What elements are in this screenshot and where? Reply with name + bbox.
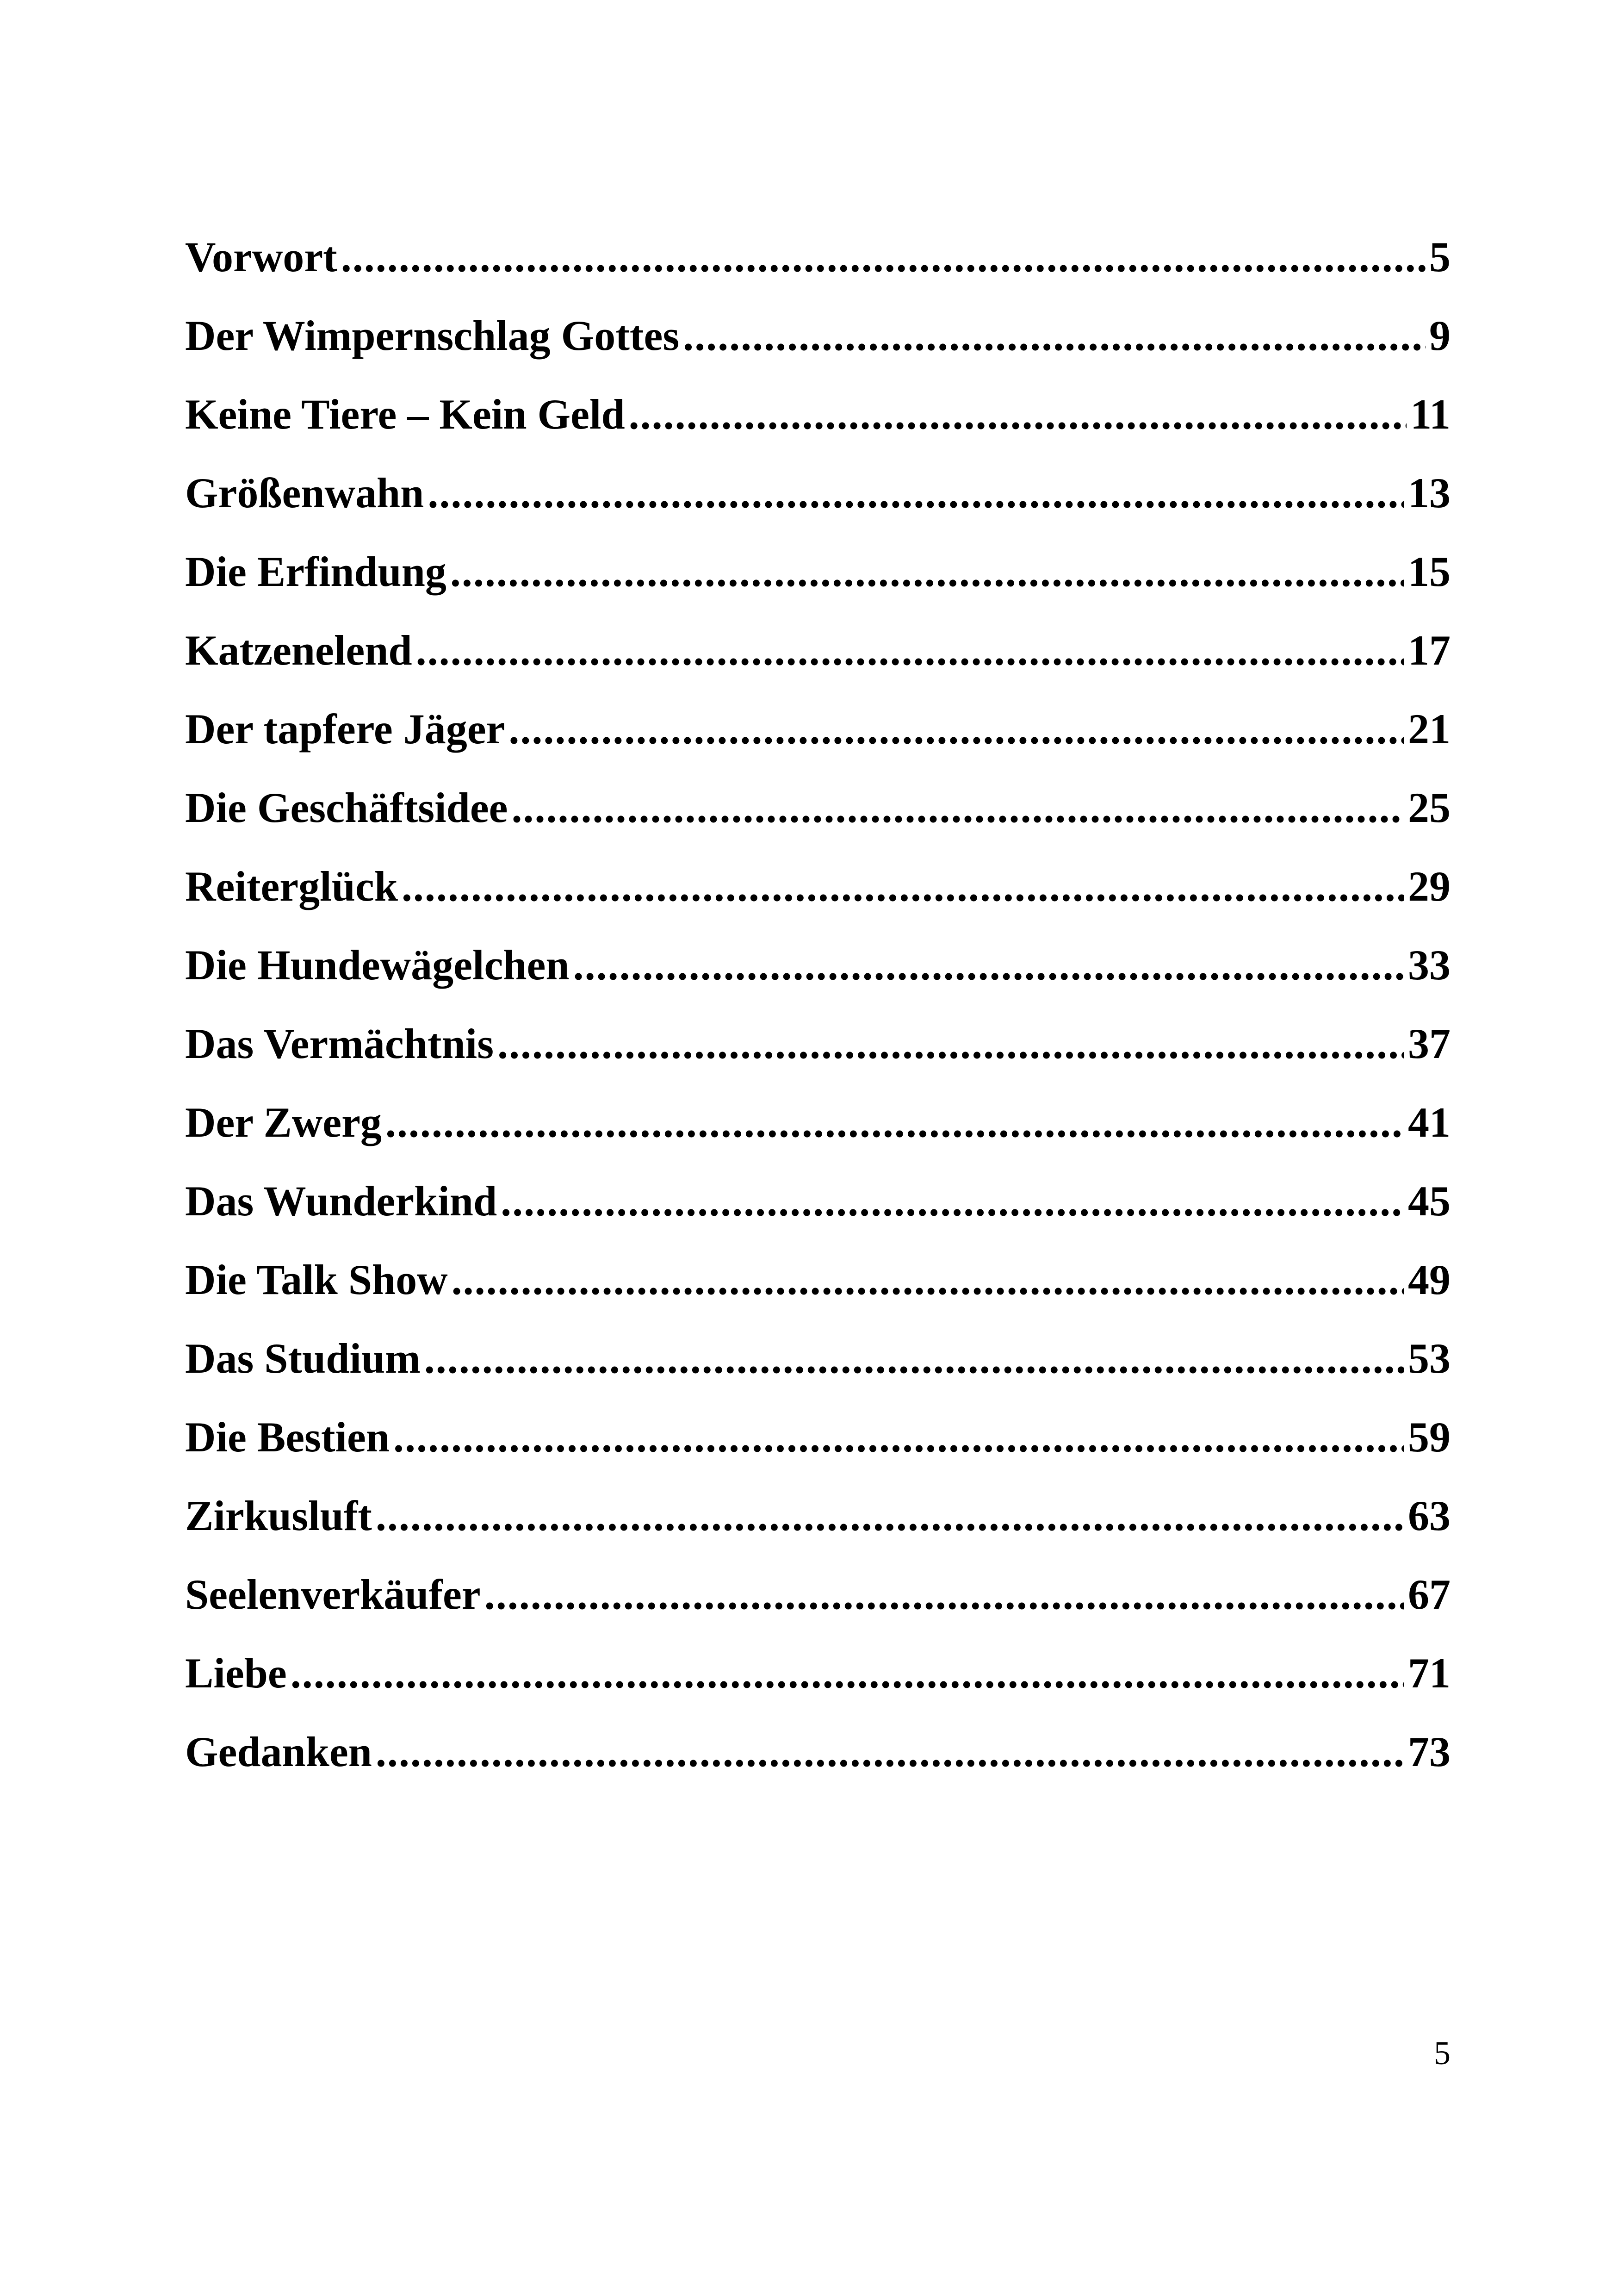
toc-entry-page: 63 [1408,1492,1451,1539]
toc-entry-page: 9 [1429,312,1451,359]
toc-dot-leader [508,690,1404,768]
page-number: 5 [1434,2035,1451,2072]
toc-entry-page: 71 [1408,1649,1451,1697]
toc-entry-title: Liebe [185,1649,287,1697]
toc-entry-page: 21 [1408,705,1451,753]
toc-entry-title: Zirkusluft [185,1492,372,1539]
table-of-contents [185,218,1451,1791]
toc-dot-leader [573,926,1404,1004]
toc-entry[interactable] [185,1083,1451,1162]
toc-entry[interactable] [185,1555,1451,1634]
toc-entry-page: 49 [1408,1256,1451,1303]
toc-entry-title: Die Talk Show [185,1256,448,1303]
toc-entry-title: Die Bestien [185,1413,390,1461]
toc-entry-page: 53 [1408,1335,1451,1382]
toc-dot-leader [484,1555,1404,1634]
toc-entry[interactable] [185,454,1451,532]
toc-entry[interactable] [185,611,1451,690]
toc-entry-title: Der Zwerg [185,1099,382,1146]
toc-entry-title: Das Vermächtnis [185,1020,494,1067]
toc-dot-leader [385,1083,1404,1162]
toc-entry[interactable] [185,218,1451,296]
toc-entry-page: 29 [1408,863,1451,910]
toc-entry-page: 73 [1408,1728,1451,1775]
toc-entry[interactable] [185,296,1451,375]
toc-entry[interactable] [185,532,1451,611]
toc-entry-page: 11 [1410,391,1451,438]
toc-entry-title: Vorwort [185,233,337,280]
toc-entry-title: Der tapfere Jäger [185,705,505,753]
toc-dot-leader [376,1712,1404,1791]
toc-dot-leader [450,532,1404,611]
toc-entry-title: Katzenelend [185,627,412,674]
toc-dot-leader [341,218,1426,296]
toc-entry[interactable] [185,1398,1451,1476]
toc-dot-leader [512,768,1404,847]
toc-dot-leader [629,375,1407,454]
toc-entry[interactable] [185,847,1451,926]
toc-dot-leader [428,454,1404,532]
toc-dot-leader [402,847,1404,926]
toc-entry[interactable] [185,1634,1451,1712]
toc-entry[interactable] [185,1240,1451,1319]
toc-entry[interactable] [185,1004,1451,1083]
toc-entry[interactable] [185,1162,1451,1240]
toc-entry[interactable] [185,1476,1451,1555]
toc-dot-leader [452,1240,1404,1319]
toc-dot-leader [291,1634,1404,1712]
toc-dot-leader [497,1004,1404,1083]
toc-dot-leader [424,1319,1404,1398]
toc-entry-title: Keine Tiere – Kein Geld [185,391,625,438]
toc-dot-leader [376,1476,1404,1555]
toc-entry[interactable] [185,690,1451,768]
toc-dot-leader [683,296,1426,375]
toc-entry-page: 67 [1408,1571,1451,1618]
toc-entry-title: Der Wimpernschlag Gottes [185,312,680,359]
toc-entry-title: Größenwahn [185,469,424,516]
toc-entry-title: Die Hundewägelchen [185,941,570,989]
toc-entry-title: Das Wunderkind [185,1177,497,1225]
toc-dot-leader [501,1162,1404,1240]
toc-entry[interactable] [185,375,1451,454]
toc-entry-page: 45 [1408,1177,1451,1225]
toc-entry-page: 33 [1408,941,1451,989]
toc-entry[interactable] [185,1319,1451,1398]
toc-dot-leader [393,1398,1404,1476]
toc-entry-title: Das Studium [185,1335,421,1382]
toc-entry-page: 15 [1408,548,1451,595]
toc-entry-title: Seelenverkäufer [185,1571,481,1618]
toc-entry-page: 5 [1429,233,1451,280]
toc-entry-page: 13 [1408,469,1451,516]
toc-entry-page: 59 [1408,1413,1451,1461]
toc-entry-page: 17 [1408,627,1451,674]
toc-entry-page: 25 [1408,784,1451,831]
toc-entry-title: Reiterglück [185,863,398,910]
toc-entry[interactable] [185,1712,1451,1791]
toc-entry-title: Gedanken [185,1728,372,1775]
toc-entry[interactable] [185,768,1451,847]
toc-dot-leader [416,611,1404,690]
toc-entry-page: 37 [1408,1020,1451,1067]
toc-entry-page: 41 [1408,1099,1451,1146]
toc-entry[interactable] [185,926,1451,1004]
toc-entry-title: Die Erfindung [185,548,446,595]
toc-entry-title: Die Geschäftsidee [185,784,508,831]
